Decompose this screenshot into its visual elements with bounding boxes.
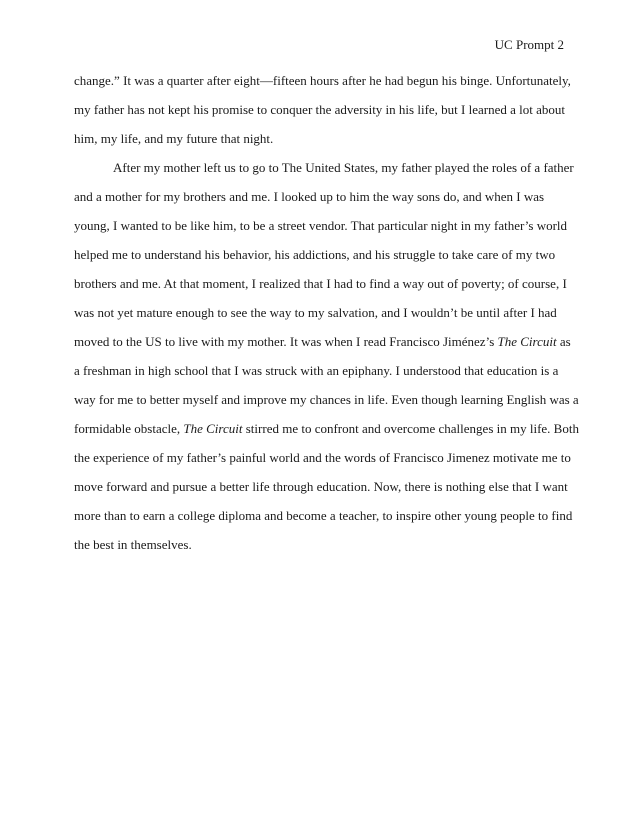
- text-line: the best in themselves.: [74, 537, 192, 552]
- text-line: move forward and pursue a better life through education. Now, there is nothing else that I want: [74, 479, 568, 494]
- text-line: my father has not kept his promise to conquer the adversity in his life, but I learned a lot about: [74, 102, 565, 117]
- text-line: a freshman in high school that I was struck with an epiphany. I understood that education is a: [74, 363, 559, 378]
- running-head: UC Prompt 2: [494, 37, 564, 52]
- paragraph-first-line: After my mother left us to go to The United States, my father played the roles of a father: [113, 160, 574, 175]
- text-segment: moved to the US to live with my mother. It was when I read Francisco Jiménez’s: [74, 334, 498, 349]
- book-title: The Circuit: [183, 421, 243, 436]
- book-title: The Circuit: [497, 334, 557, 349]
- essay-body: [74, 66, 578, 559]
- text-line: more than to earn a college diploma and become a teacher, to inspire other young people to find: [74, 508, 573, 523]
- text-line: was not yet mature enough to see the way to my salvation, and I wouldn’t be until after I had: [74, 305, 557, 320]
- text-line: him, my life, and my future that night.: [74, 131, 274, 146]
- text-line: way for me to better myself and improve my chances in life. Even though learning English was a: [74, 392, 579, 407]
- text-line: change.” It was a quarter after eight—fifteen hours after he had begun his binge. Unfortunately,: [74, 73, 571, 88]
- text-line: helped me to understand his behavior, his addictions, and his struggle to take care of my two: [74, 247, 556, 262]
- text-segment: formidable obstacle,: [74, 421, 184, 436]
- text-line: young, I wanted to be like him, to be a street vendor. That particular night in my father’s world: [74, 218, 568, 233]
- text-line: [74, 414, 578, 443]
- text-line: and a mother for my brothers and me. I looked up to him the way sons do, and when I was: [74, 189, 545, 204]
- text-line: [74, 327, 578, 356]
- text-segment: stirred me to confront and overcome challenges in my life. Both: [242, 421, 579, 436]
- text-segment: as: [556, 334, 571, 349]
- text-line: brothers and me. At that moment, I realized that I had to find a way out of poverty; of course, I: [74, 276, 567, 291]
- text-line: the experience of my father’s painful world and the words of Francisco Jimenez motivate me to: [74, 450, 571, 465]
